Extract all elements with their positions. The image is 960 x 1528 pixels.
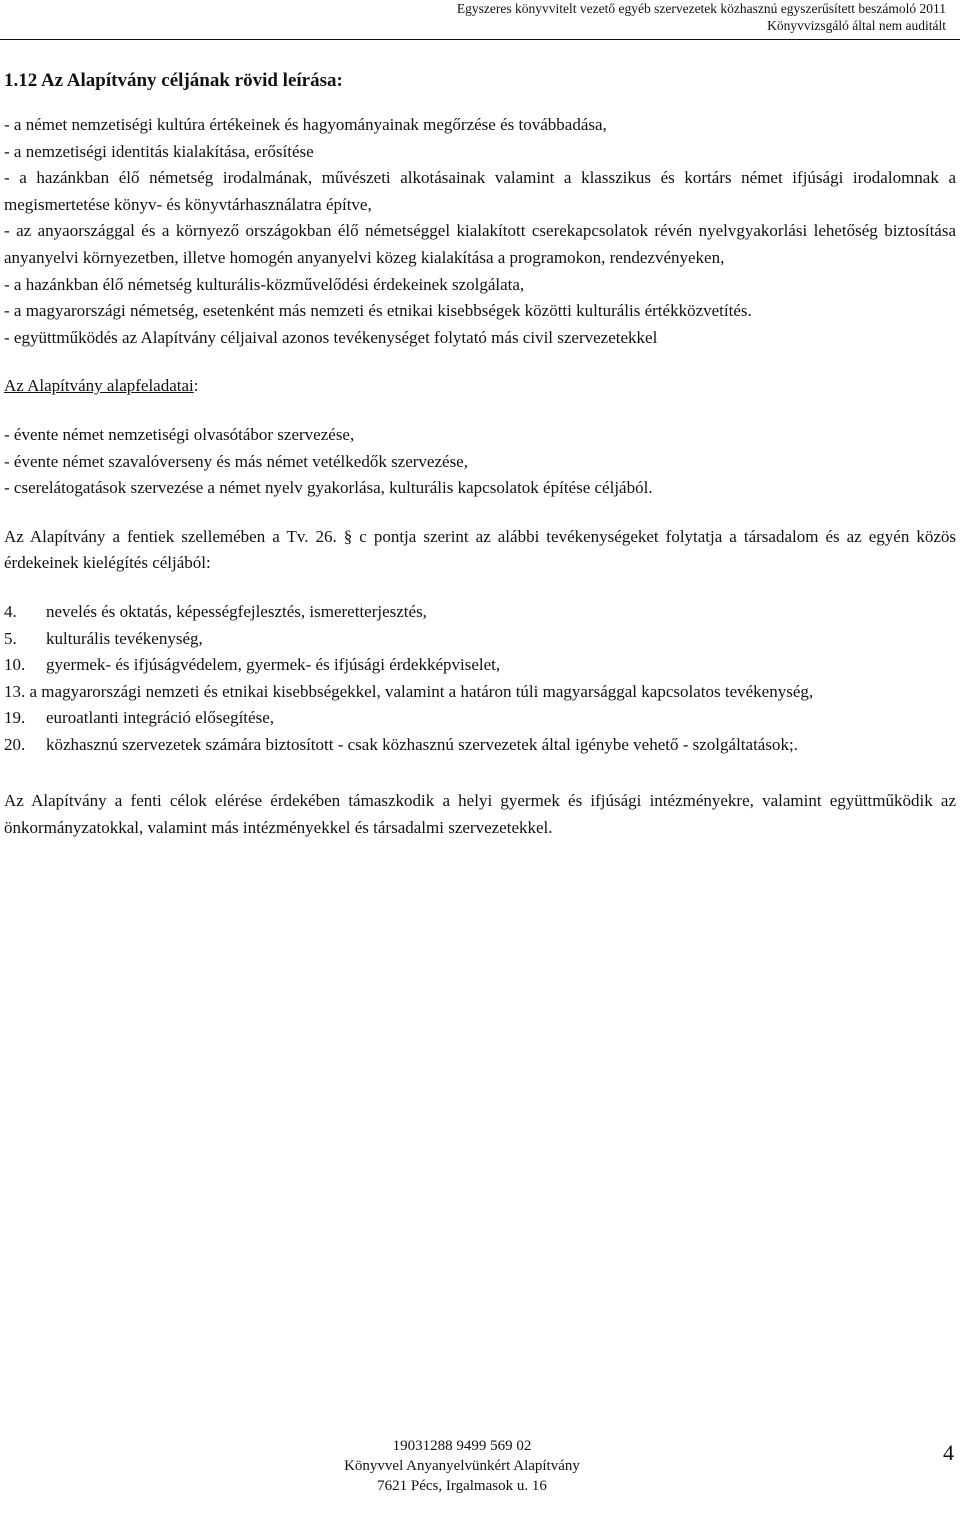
activity-number: 13. [4, 681, 26, 701]
activity-text: euroatlanti integráció elősegítése, [46, 708, 274, 728]
activity-number: 20. [4, 734, 26, 754]
activity-item [4, 599, 956, 626]
task-item: - évente német szavalóverseny és más német vetélkedők szervezése, [4, 451, 468, 471]
goals-list [4, 112, 956, 351]
page-number: 4 [943, 1440, 954, 1465]
footer-tax-number: 19031288 9499 569 02 [392, 1438, 532, 1454]
activity-item [4, 626, 956, 653]
goal-item: - a német nemzetiségi kultúra értékeinek és hagyományainak megőrzése és továbbadása, [4, 115, 607, 134]
public-benefit-intro: Az Alapítvány a fentiek szellemében a Tv. 26. § c pontja szerint az alábbi tevékenységeket folytatja a társadalom és az egyén közös érdekeinek kielégítés céljából: [4, 526, 956, 573]
goal-item: - az anyaországgal és a környező országokban élő németséggel kialakított cserekapcsolatok révén nyelvgyakorlási lehetőség biztosítása anyanyelvi környezetben, illetve homogén anyanyelvi közeg kialakítása a programokon, rendezvényeken, [4, 221, 956, 267]
activity-number: 19. [4, 708, 26, 728]
basic-tasks-heading-line [4, 373, 956, 400]
activity-text: közhasznú szervezetek számára biztosított - csak közhasznú szervezetek által igénybe vehető - szolgáltatások;. [46, 734, 798, 754]
activity-item [4, 652, 956, 679]
activity-number: 10. [4, 655, 26, 675]
basic-tasks-heading: Az Alapítvány alapfeladatai [4, 376, 194, 396]
goal-item: - a magyarországi németség, esetenként más nemzeti és etnikai kisebbségek közötti kulturális értékközvetítés. [4, 301, 752, 321]
activity-text: a magyarországi nemzeti és etnikai kisebbségekkel, valamint a határon túli magyarsággal kapcsolatos tevékenység, [29, 681, 814, 701]
footer-organization-name: Könyvvel Anyanyelvünkért Alapítvány [344, 1458, 580, 1474]
page-header [457, 0, 946, 34]
activity-text: kulturális tevékenység, [46, 628, 203, 648]
goal-item: - a nemzetiségi identitás kialakítása, erősítése [4, 141, 314, 161]
footer-address: 7621 Pécs, Irgalmasok u. 16 [377, 1478, 547, 1494]
closing-paragraph: Az Alapítvány a fenti célok elérése érdekében támaszkodik a helyi gyermek és ifjúsági intézményekre, valamint együttműködik az önkormányzatokkal, valamint más intézményekkel és társadalmi szervezetekkel. [4, 791, 956, 838]
activity-item [4, 679, 956, 706]
task-item: - cserelátogatások szervezése a német nyelv gyakorlása, kulturális kapcsolatok építése céljából. [4, 478, 653, 498]
activity-number: 5. [4, 628, 17, 648]
header-report-title: Egyszeres könyvvitelt vezető egyéb szervezetek közhasznú egyszerűsített beszámoló 2011 [456, 1, 946, 16]
activity-text: nevelés és oktatás, képességfejlesztés, ismeretterjesztés, [46, 601, 427, 621]
activity-item [4, 732, 956, 759]
goal-item: - a hazánkban élő németség kulturális-közművelődési érdekeinek szolgálata, [4, 274, 525, 294]
goal-item: - együttműködés az Alapítvány céljaival azonos tevékenységet folytató más civil szervezetekkel [4, 327, 658, 347]
activity-text: gyermek- és ifjúságvédelem, gyermek- és ifjúsági érdekképviselet, [46, 655, 501, 675]
activities-list [4, 599, 956, 759]
header-audit-note: Könyvvizsgáló által nem auditált [767, 18, 946, 33]
basic-tasks-colon: : [193, 376, 199, 396]
task-item: - évente német nemzetiségi olvasótábor szervezése, [4, 424, 355, 444]
document-body [4, 68, 956, 842]
header-divider [0, 39, 960, 40]
goal-item: - a hazánkban élő németség irodalmának, művészeti alkotásainak valamint a klasszikus és kortárs német ifjúsági irodalomnak a megismertetése könyv- és könyvtárhasználatra építve, [4, 168, 956, 214]
page-footer [0, 1436, 924, 1496]
activity-number: 4. [4, 601, 17, 621]
activity-item [4, 705, 956, 732]
section-title: 1.12 Az Alapítvány céljának rövid leírása: [4, 70, 343, 91]
basic-tasks-list [4, 422, 956, 502]
